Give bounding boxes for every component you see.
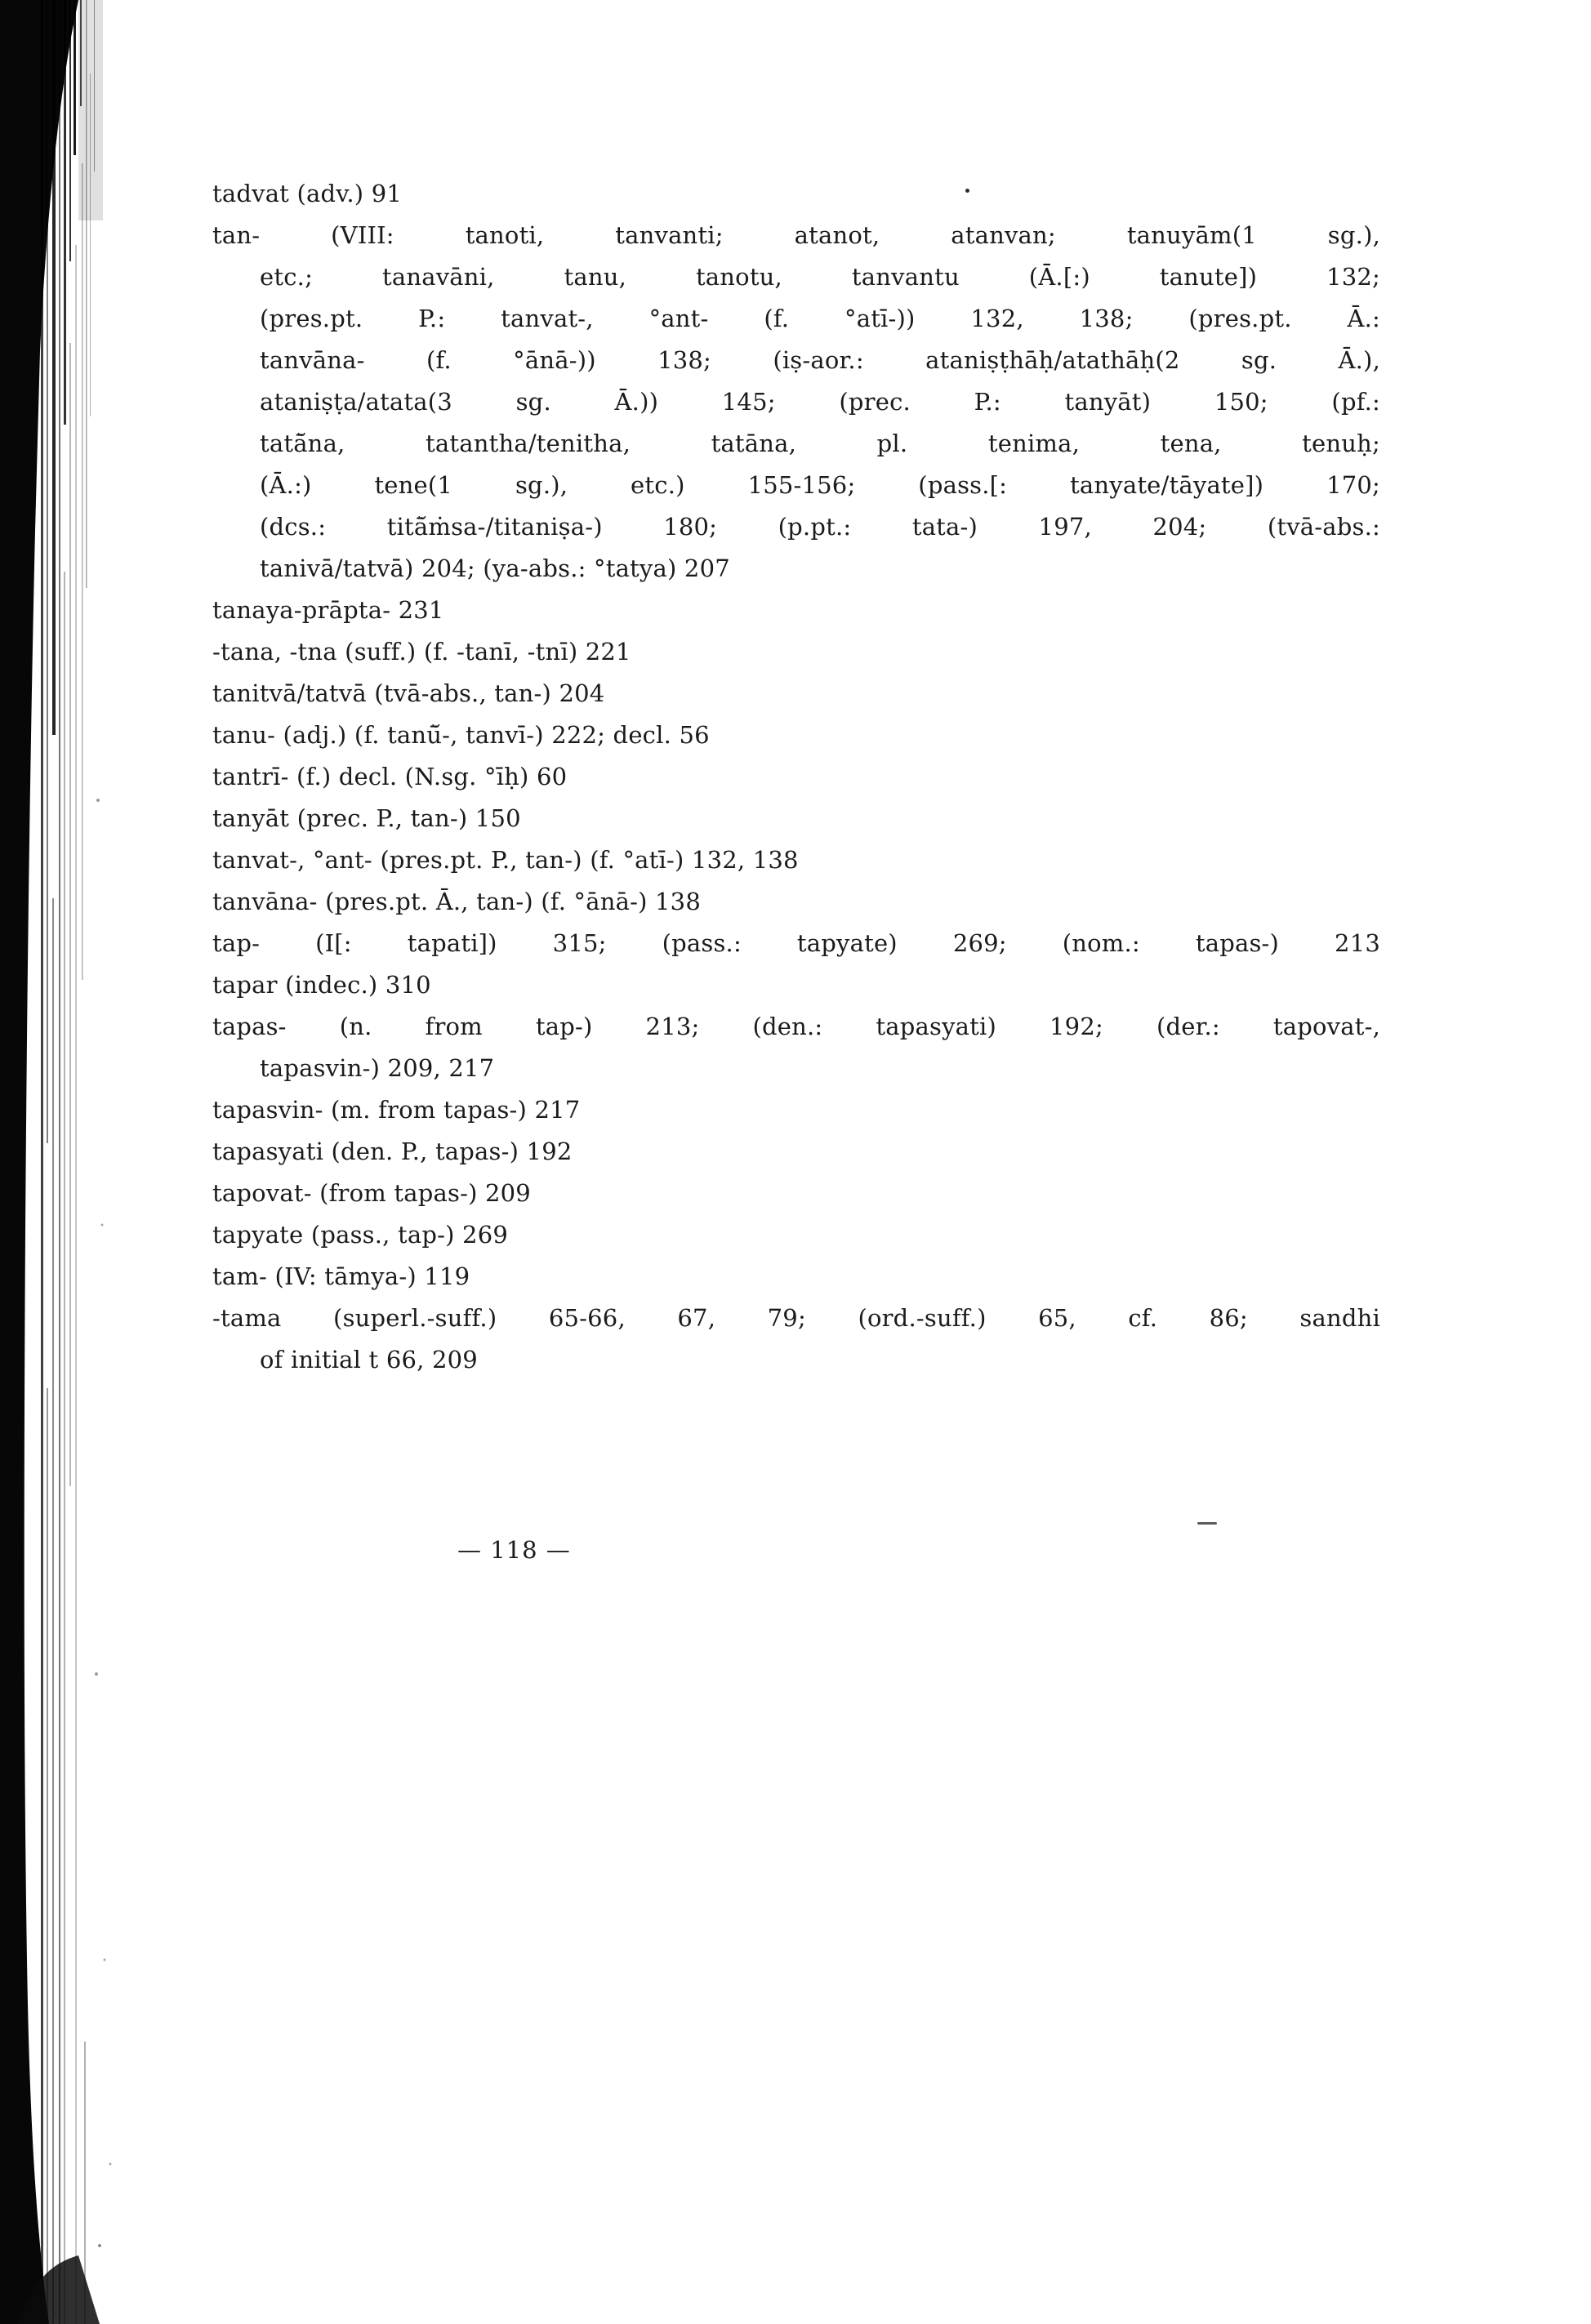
index-entry <box>212 1089 1380 1131</box>
entry-line: tantrī- (f.) decl. (N.sg. °īḥ) 60 <box>212 763 568 790</box>
entry-line: tapasvin- (m. from tapas-) 217 <box>212 1096 581 1124</box>
index-entry <box>212 173 1380 215</box>
page-number-footer: — 118 — <box>457 1536 571 1564</box>
entry-line: (pres.pt. P.: tanvat-, °ant- (f. °atī-)) 132, 138; (pres.pt. Ā.: <box>260 305 1380 332</box>
index-entry <box>212 756 1380 798</box>
entry-line: tanyāt (prec. P., tan-) 150 <box>212 804 521 832</box>
entry-line: ataniṣṭa/atata(3 sg. Ā.)) 145; (prec. P.: tanyāt) 150; (pf.: <box>260 388 1380 416</box>
entry-line: tap- (I[: tapati]) 315; (pass.: tapyate) 269; (nom.: tapas-) 213 <box>212 929 1380 957</box>
entry-line: tapar (indec.) 310 <box>212 971 431 999</box>
entry-line: tapovat- (from tapas-) 209 <box>212 1179 531 1207</box>
entry-line: tadvat (adv.) 91 <box>212 180 403 207</box>
entry-line: (Ā.:) tene(1 sg.), etc.) 155-156; (pass.[: tanyate/tāyate]) 170; <box>260 471 1380 499</box>
entry-line: tapyate (pass., tap-) 269 <box>212 1221 508 1249</box>
index-entry <box>212 881 1380 923</box>
entry-line: -tama (superl.-suff.) 65-66, 67, 79; (ord.-suff.) 65, cf. 86; sandhi <box>212 1304 1380 1332</box>
entry-line: tatā̆na, tatantha/tenitha, tatāna, pl. tenima, tena, tenuḥ; <box>260 430 1380 457</box>
entry-line: tapasyati (den. P., tapas-) 192 <box>212 1138 573 1165</box>
entry-line: tanvāna- (f. °ānā-)) 138; (iṣ-aor.: ataniṣṭhāḥ/atathāḥ(2 sg. Ā.), <box>260 346 1380 374</box>
entry-line: tanivā/tatvā) 204; (ya-abs.: °tatya) 207 <box>260 554 730 582</box>
entry-line: etc.; tanavāni, tanu, tanotu, tanvantu (Ā.[:) tanute]) 132; <box>260 263 1380 291</box>
entry-line: tanaya-prāpta- 231 <box>212 596 444 624</box>
entry-line: of initial t 66, 209 <box>260 1346 478 1373</box>
index-entry <box>212 1006 1380 1089</box>
index-entry <box>212 923 1380 964</box>
index-entry <box>212 1173 1380 1214</box>
entry-line: tanu- (adj.) (f. tanū̆-, tanvī-) 222; decl. 56 <box>212 721 710 749</box>
index-entry <box>212 673 1380 715</box>
index-entry <box>212 1131 1380 1173</box>
index-entries <box>212 173 1380 1381</box>
entry-line: (dcs.: titā̆ṁsa-/titaniṣa-) 180; (p.pt.: tata-) 197, 204; (tvā-abs.: <box>260 513 1380 541</box>
index-entry <box>212 590 1380 631</box>
text-column <box>212 173 1380 1564</box>
index-entry <box>212 964 1380 1006</box>
entry-line: tan- (VIII: tanoti, tanvanti; atanot, atanvan; tanuyām(1 sg.), <box>212 221 1380 249</box>
entry-line: -tana, -tna (suff.) (f. -tanī, -tnī) 221 <box>212 638 631 666</box>
index-entry <box>212 798 1380 839</box>
entry-line: tanvat-, °ant- (pres.pt. P., tan-) (f. °atī-) 132, 138 <box>212 846 799 874</box>
index-entry <box>212 839 1380 881</box>
entry-line: tanvāna- (pres.pt. Ā., tan-) (f. °ānā-) 138 <box>212 888 701 915</box>
entry-line: tapas- (n. from tap-) 213; (den.: tapasyati) 192; (der.: tapovat-, <box>212 1013 1380 1040</box>
index-entry <box>212 715 1380 756</box>
entry-line: tapasvin-) 209, 217 <box>260 1054 495 1082</box>
index-entry <box>212 1256 1380 1298</box>
index-entry <box>212 631 1380 673</box>
index-entry <box>212 215 1380 590</box>
index-entry <box>212 1214 1380 1256</box>
entry-line: tanitvā/tatvā (tvā-abs., tan-) 204 <box>212 679 605 707</box>
book-binding-scan-artifact <box>0 0 123 2324</box>
index-entry <box>212 1298 1380 1381</box>
entry-line: tam- (IV: tāmya-) 119 <box>212 1262 470 1290</box>
